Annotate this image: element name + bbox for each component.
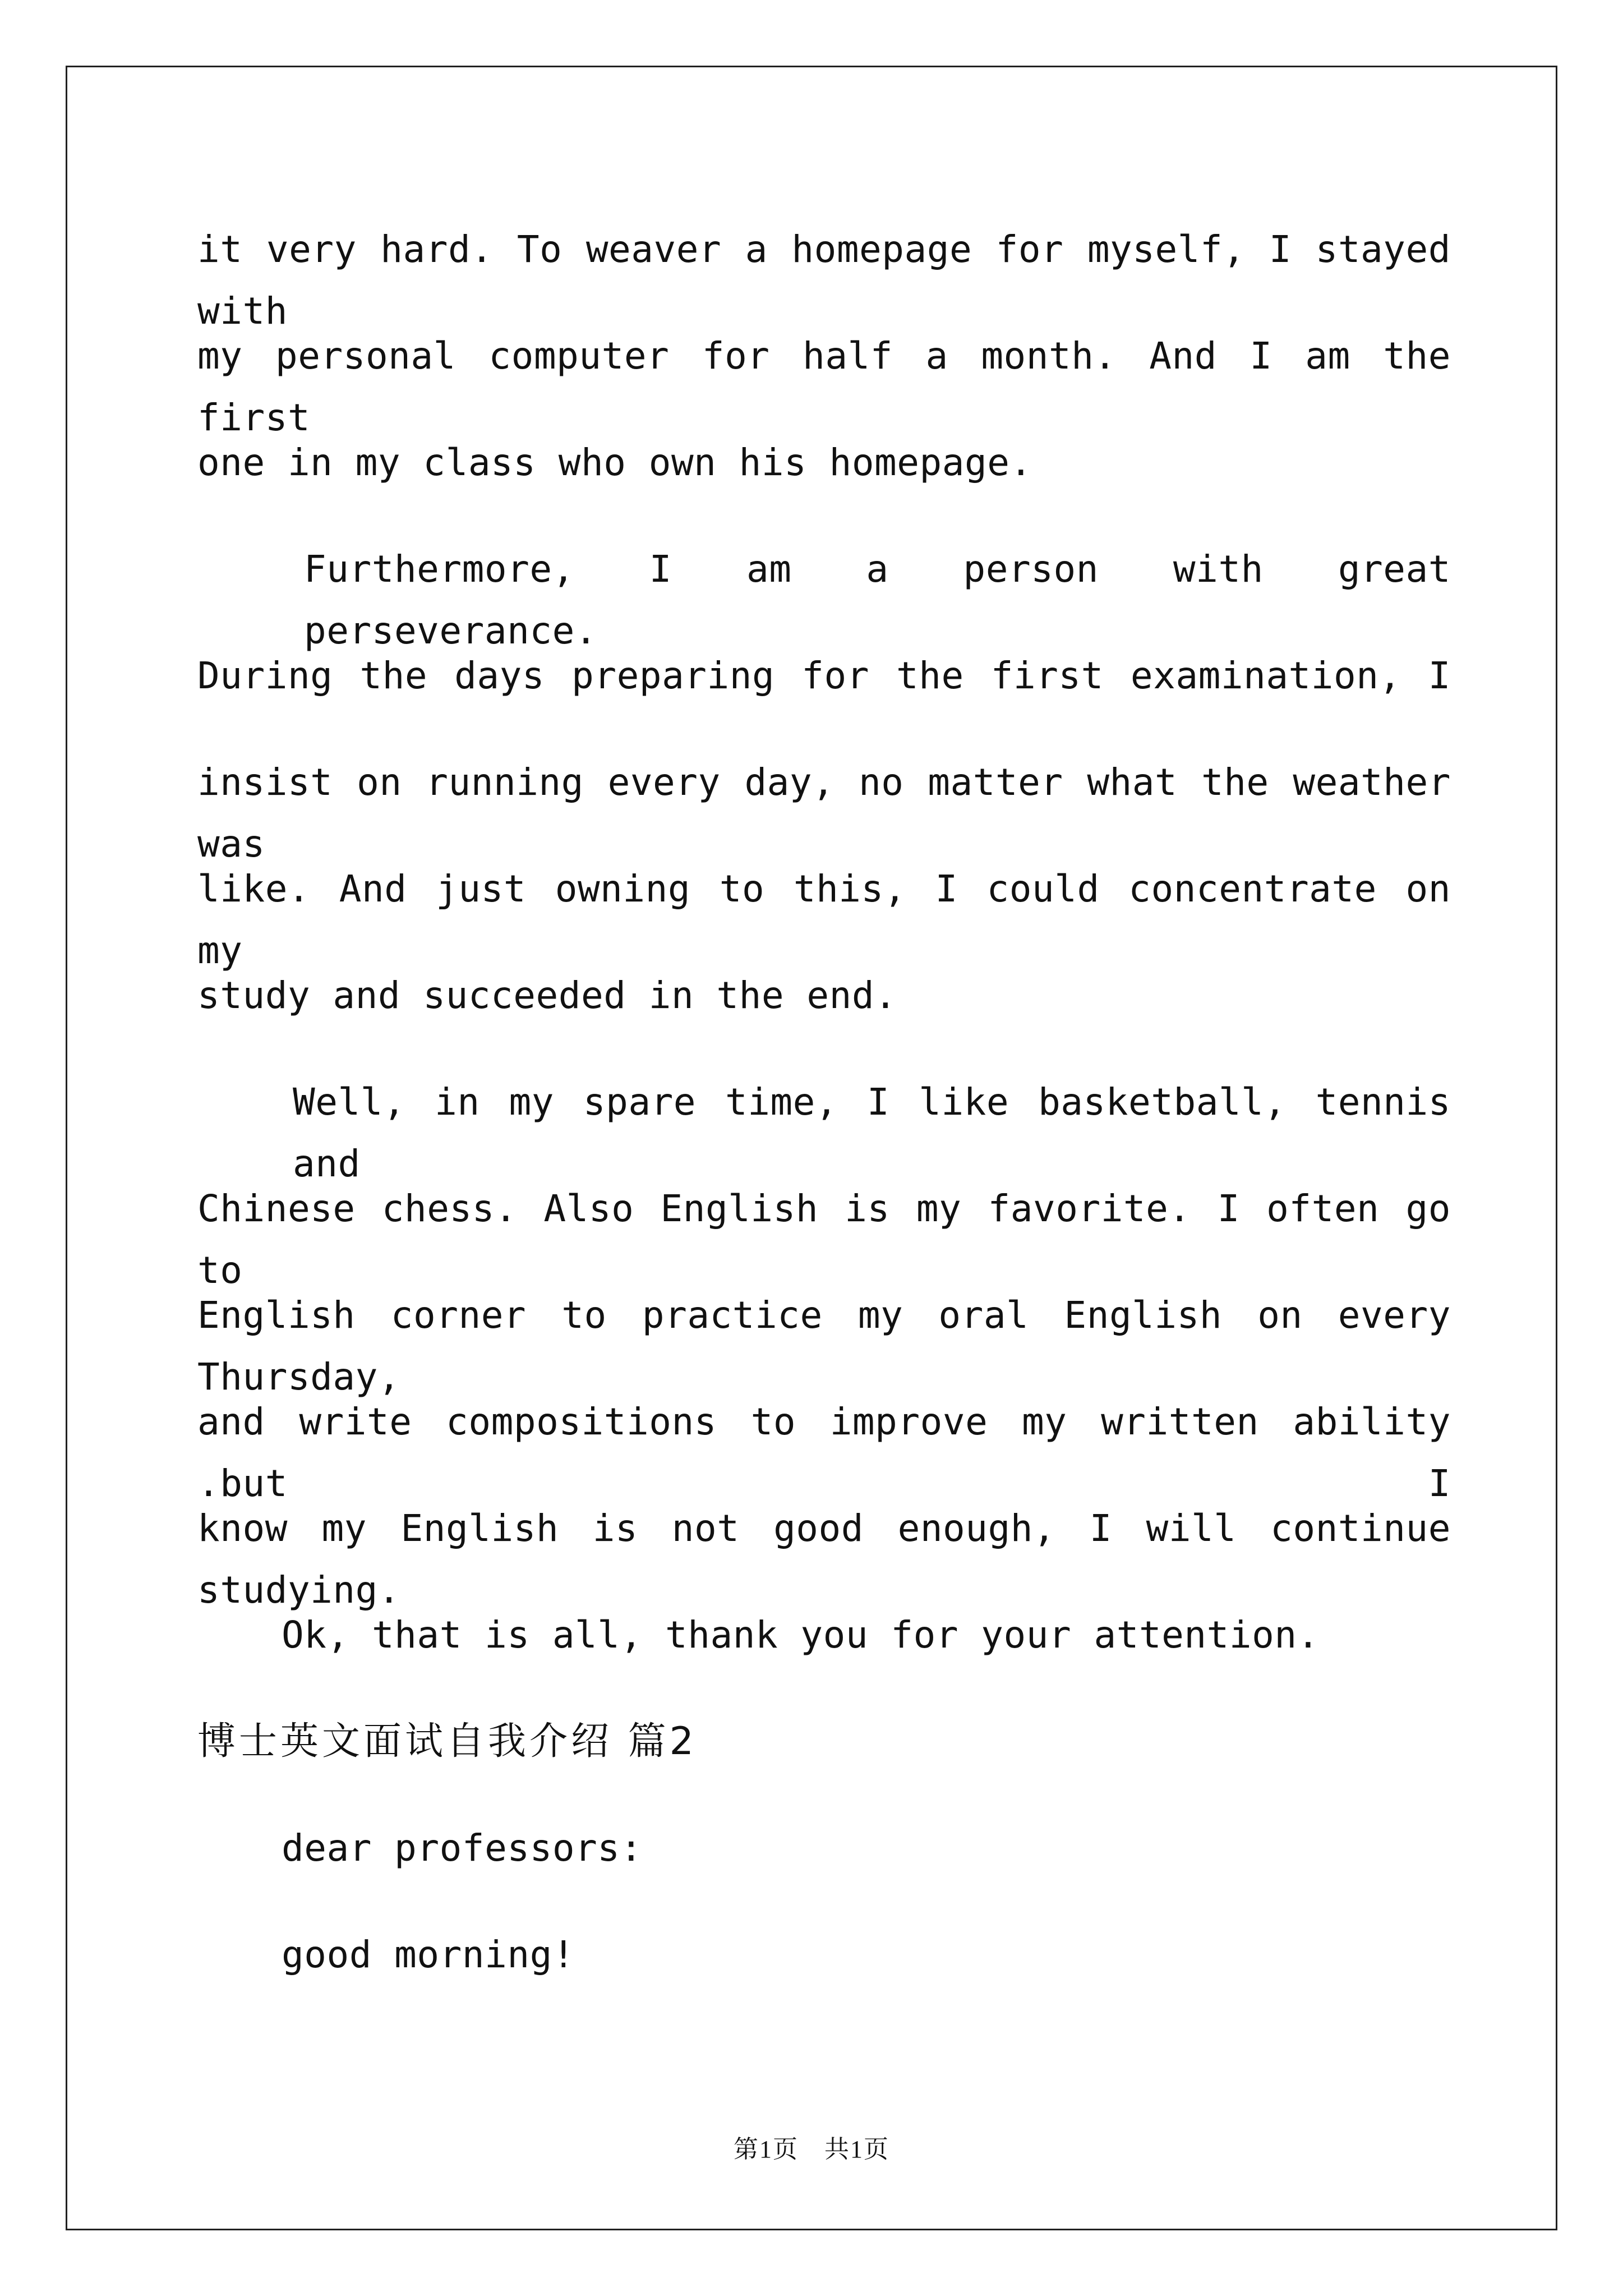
paragraph-line: and write compositions to improve my written ability .but I — [197, 1400, 1451, 1505]
paragraph-line: Well, in my spare time, I like basketball, tennis and — [293, 1080, 1451, 1185]
paragraph-line: study and succeeded in the end. — [197, 974, 897, 1017]
page-footer: 第1页 共1页 — [734, 2136, 889, 2163]
section-heading: 博士英文面试自我介绍 篇2 — [197, 1719, 697, 1764]
paragraph-line: it very hard. To weaver a homepage for myself, I stayed with — [197, 228, 1451, 333]
document-body — [197, 219, 1451, 2031]
paragraph-line: insist on running every day, no matter what the weather was — [197, 761, 1451, 866]
paragraph-line: During the days preparing for the first examination, I — [197, 654, 1451, 697]
paragraph-line: Ok, that is all, thank you for your attention. — [282, 1613, 1320, 1657]
paragraph-line: one in my class who own his homepage. — [197, 441, 1032, 484]
salutation: dear professors: — [282, 1826, 643, 1870]
paragraph-line: my personal computer for half a month. And I am the first — [197, 334, 1451, 439]
greeting: good morning! — [282, 1933, 575, 1976]
paragraph-line: Chinese chess. Also English is my favorite. I often go to — [197, 1187, 1451, 1292]
paragraph-line: Furthermore, I am a person with great perseverance. — [304, 547, 1451, 652]
paragraph-line: like. And just owning to this, I could concentrate on my — [197, 867, 1451, 972]
paragraph-line: know my English is not good enough, I will continue studying. — [197, 1507, 1451, 1612]
paragraph-line: English corner to practice my oral English on every Thursday, — [197, 1294, 1451, 1398]
